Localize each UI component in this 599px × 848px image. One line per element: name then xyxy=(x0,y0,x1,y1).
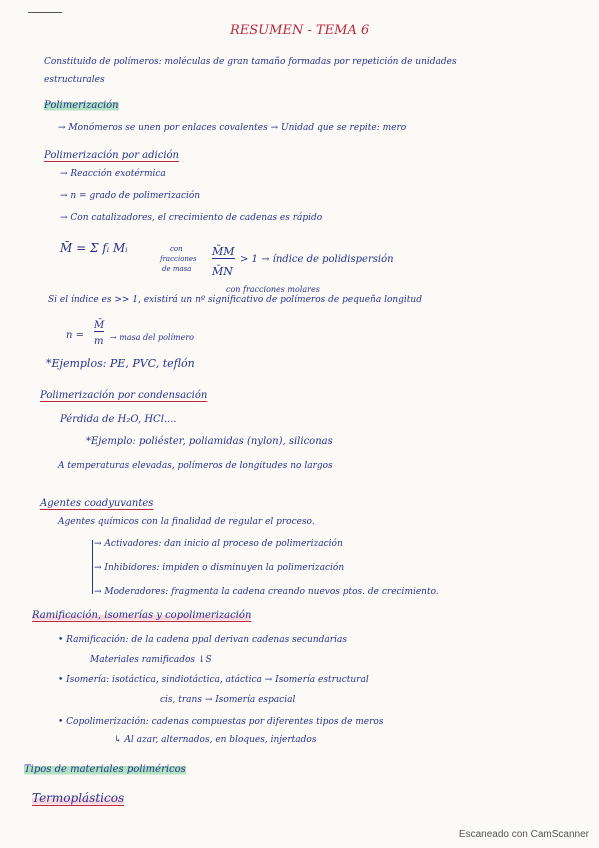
agentes-line-1: Agentes químicos con la finalidad de regular el proceso. xyxy=(58,517,315,527)
heading-ramificacion: Ramificación, isomerías y copolimerización xyxy=(32,610,252,621)
heading-condensacion: Polimerización por condensación xyxy=(40,390,208,401)
agentes-item-3: → Moderadores: fragmenta la cadena creando nuevos ptos. de crecimiento. xyxy=(94,587,439,597)
intro-text-cont: estructurales xyxy=(44,75,105,85)
ramificacion-item-6: ↳ Al azar, alternados, en bloques, injertados xyxy=(114,735,317,745)
agentes-bracket xyxy=(92,540,93,594)
indice-note: Si el índice es >> 1, existirá un nº significativo de polímeros de pequeña longitud xyxy=(48,295,422,305)
agentes-item-2: → Inhibidores: impiden o disminuyen la polimerización xyxy=(94,563,345,573)
heading-tipos: Tipos de materiales poliméricos xyxy=(24,764,186,775)
formula-mean-mass: M̄ = Σ fᵢ Mᵢ xyxy=(60,241,128,255)
page-title: RESUMEN - TEMA 6 xyxy=(230,23,370,38)
formula-result: > 1 → índice de polidispersión xyxy=(240,254,394,265)
adicion-item-2: → n = grado de polimerización xyxy=(60,191,201,201)
ramificacion-item-4: cis, trans → Isomería espacial xyxy=(160,695,296,705)
n-formula-left: n = xyxy=(66,330,84,341)
condensacion-line-2: A temperaturas elevadas, polímeros de longitudes no largos xyxy=(58,461,333,471)
adicion-item-3: → Con catalizadores, el crecimiento de cadenas es rápido xyxy=(60,213,323,223)
n-formula-right: → masa del polímero xyxy=(110,333,194,342)
ramificacion-item-5: • Copolimerización: cadenas compuestas por diferentes tipos de meros xyxy=(58,717,384,727)
formula-ratio-bottom: M̄N xyxy=(212,265,233,278)
heading-polimerizacion: Polimerización xyxy=(44,100,119,111)
formula-ratio-top: M̄M xyxy=(212,245,235,258)
intro-text: Constituido de polímeros: moléculas de gran tamaño formadas por repetición de unidades xyxy=(44,57,457,67)
heading-termoplasticos: Termoplásticos xyxy=(32,791,125,805)
n-formula-top: M̄ xyxy=(94,320,105,331)
ramificacion-item-3: • Isomería: isotáctica, sindiotáctica, atáctica → Isomería estructural xyxy=(58,675,369,685)
agentes-item-1: → Activadores: dan inicio al proceso de polimerización xyxy=(94,539,343,549)
adicion-item-1: → Reacción exotérmica xyxy=(60,169,166,179)
formula-fracciones-molares: con fracciones molares xyxy=(226,285,320,294)
condensacion-line-1: Pérdida de H₂O, HCl.... xyxy=(60,414,177,425)
formula-con-label: con xyxy=(170,245,183,253)
adicion-examples: *Ejemplos: PE, PVC, teflón xyxy=(46,357,195,370)
n-formula-bottom: m xyxy=(94,336,104,347)
ramificacion-item-2: Materiales ramificados ↓S xyxy=(90,655,212,665)
condensacion-example: *Ejemplo: poliéster, poliamidas (nylon), siliconas xyxy=(86,436,333,447)
polimerizacion-line: → Monómeros se unen por enlaces covalentes → Unidad que se repite: mero xyxy=(58,123,407,133)
top-rule xyxy=(28,12,62,13)
ramificacion-item-1: • Ramificación: de la cadena ppal derivan cadenas secundarias xyxy=(58,635,347,645)
heading-adicion: Polimerización por adición xyxy=(44,150,179,161)
formula-fracciones-label: fracciones xyxy=(160,255,197,263)
formula-masa-label: de masa xyxy=(162,265,192,273)
scanner-watermark: Escaneado con CamScanner xyxy=(458,829,589,840)
heading-agentes: Agentes coadyuvantes xyxy=(40,498,154,509)
